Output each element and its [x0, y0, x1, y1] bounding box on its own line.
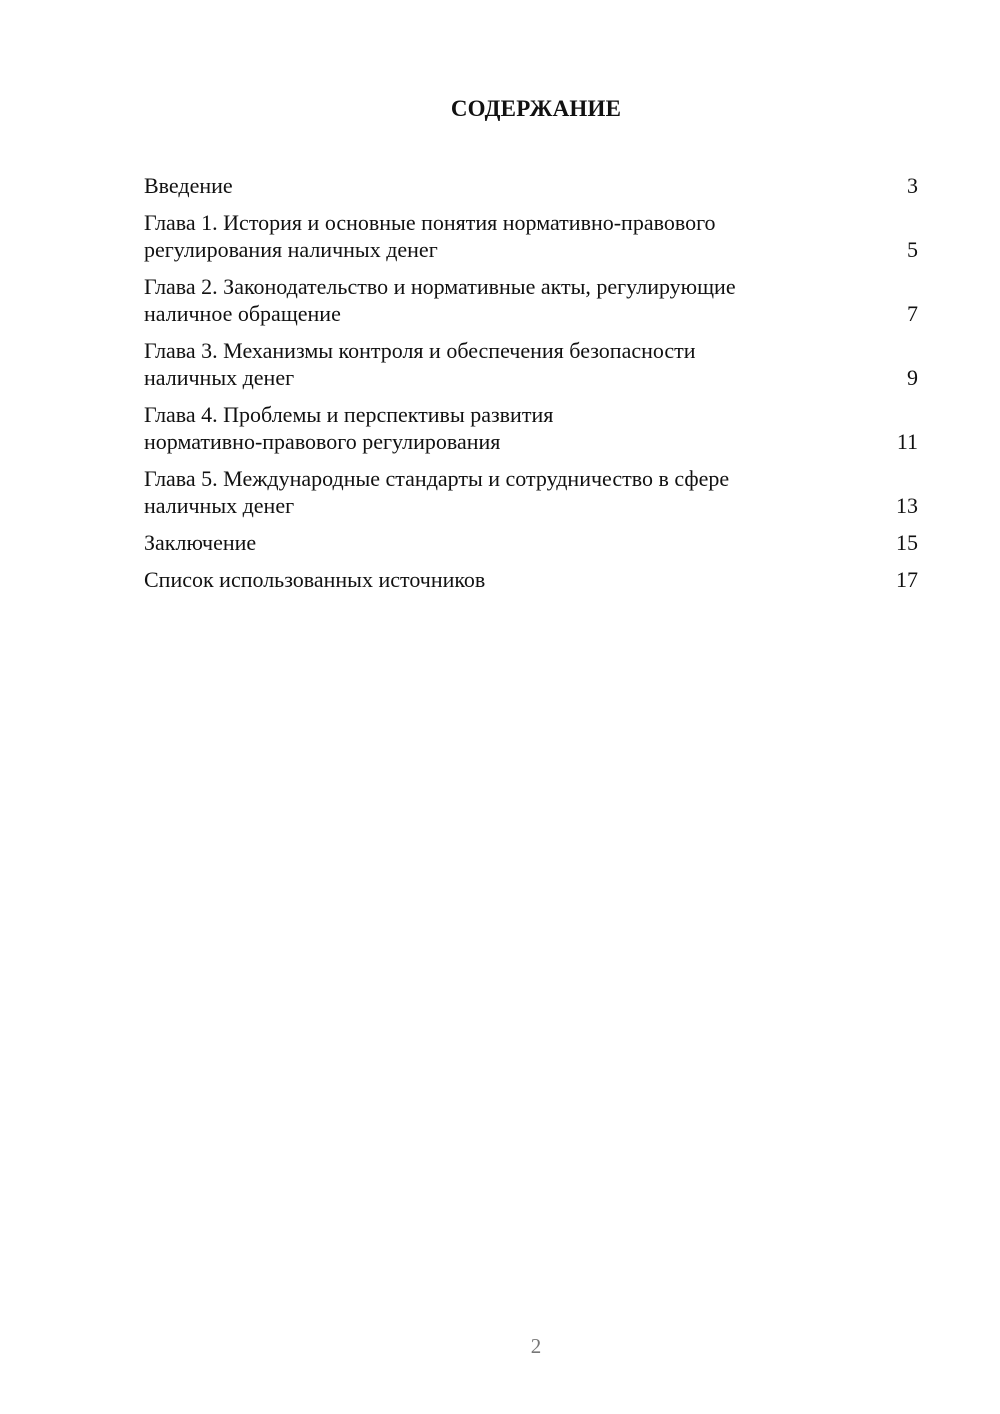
page-title: СОДЕРЖАНИЕ [450, 96, 622, 121]
toc-entry-page: 5 [907, 237, 918, 262]
toc-entry-chapter-4 [144, 401, 918, 455]
toc-entry-conclusion [144, 529, 918, 556]
toc-entry-text: Глава 1. История и основные понятия нормативно-правового регулирования наличных денег [144, 210, 716, 262]
toc-entry-text: Список использованных источников [144, 567, 486, 592]
toc-entry-text: Введение [144, 173, 233, 198]
toc-entry-chapter-5 [144, 465, 918, 519]
toc-entry-page: 17 [896, 567, 918, 592]
toc-entry-chapter-1 [144, 209, 918, 263]
toc-entry-page: 11 [896, 429, 918, 454]
toc-entry-text: Глава 3. Механизмы контроля и обеспечения безопасности наличных денег [144, 338, 696, 390]
toc-entry-page: 13 [896, 493, 918, 518]
toc-entry-page: 3 [907, 173, 918, 198]
table-of-contents [144, 172, 918, 603]
toc-entry-text: Глава 2. Законодательство и нормативные акты, регулирующие наличное обращение [144, 274, 736, 326]
toc-entry-chapter-2 [144, 273, 918, 327]
toc-entry-text: Глава 5. Международные стандарты и сотрудничество в сфере наличных денег [144, 466, 730, 518]
toc-entry-text: Заключение [144, 530, 257, 555]
toc-entry-introduction [144, 172, 918, 199]
toc-entry-text: Глава 4. Проблемы и перспективы развития нормативно-правового регулирования [144, 402, 554, 454]
toc-entry-page: 15 [896, 530, 918, 555]
toc-entry-page: 7 [907, 301, 918, 326]
toc-entry-references [144, 566, 918, 593]
toc-entry-chapter-3 [144, 337, 918, 391]
page-number: 2 [530, 1334, 542, 1358]
toc-entry-page: 9 [907, 365, 918, 390]
